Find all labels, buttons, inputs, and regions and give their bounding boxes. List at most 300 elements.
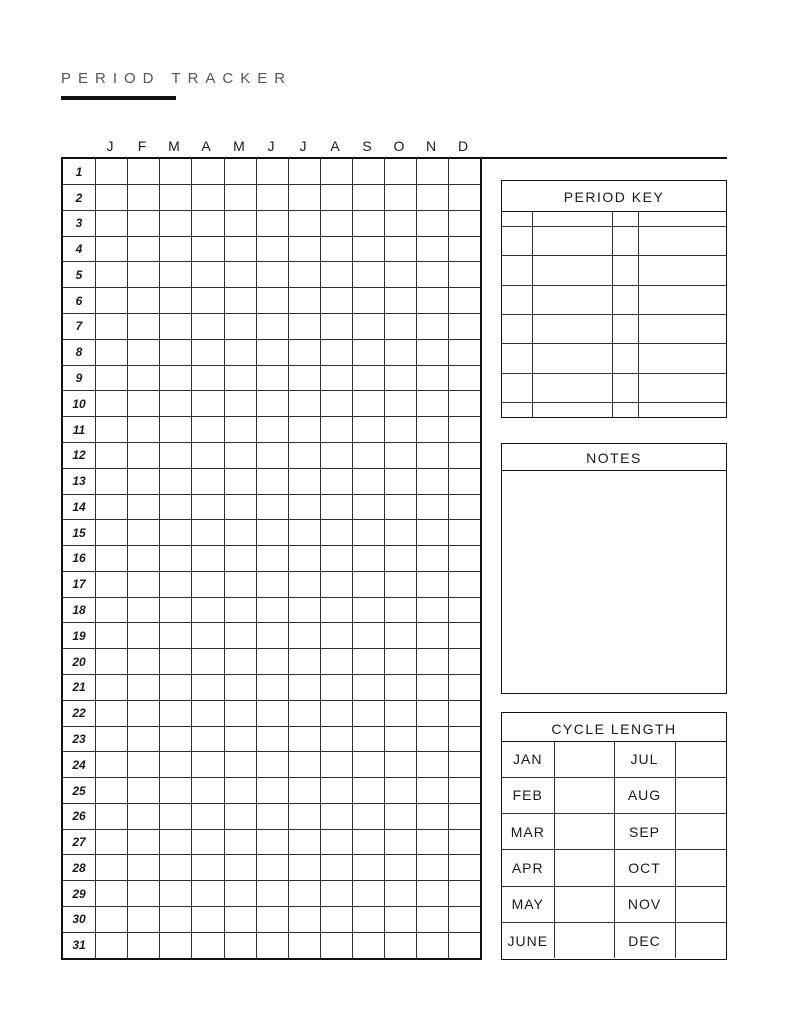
- tracker-cell[interactable]: [192, 185, 224, 211]
- tracker-cell[interactable]: [192, 571, 224, 597]
- key-label-cell[interactable]: [638, 373, 726, 402]
- tracker-cell[interactable]: [224, 314, 256, 340]
- tracker-cell[interactable]: [96, 726, 128, 752]
- tracker-cell[interactable]: [353, 623, 385, 649]
- tracker-cell[interactable]: [385, 752, 417, 778]
- tracker-cell[interactable]: [96, 339, 128, 365]
- tracker-cell[interactable]: [385, 597, 417, 623]
- tracker-cell[interactable]: [288, 262, 320, 288]
- tracker-cell[interactable]: [288, 881, 320, 907]
- tracker-cell[interactable]: [353, 907, 385, 933]
- tracker-cell[interactable]: [128, 855, 160, 881]
- tracker-cell[interactable]: [192, 881, 224, 907]
- tracker-cell[interactable]: [96, 932, 128, 959]
- tracker-cell[interactable]: [192, 932, 224, 959]
- tracker-cell[interactable]: [417, 210, 449, 236]
- tracker-cell[interactable]: [96, 829, 128, 855]
- tracker-cell[interactable]: [192, 700, 224, 726]
- tracker-cell[interactable]: [192, 674, 224, 700]
- tracker-cell[interactable]: [320, 417, 352, 443]
- tracker-cell[interactable]: [353, 571, 385, 597]
- tracker-cell[interactable]: [160, 649, 192, 675]
- tracker-cell[interactable]: [128, 829, 160, 855]
- key-swatch-cell[interactable]: [612, 285, 638, 314]
- tracker-cell[interactable]: [385, 907, 417, 933]
- tracker-cell[interactable]: [128, 803, 160, 829]
- tracker-cell[interactable]: [96, 597, 128, 623]
- tracker-cell[interactable]: [128, 520, 160, 546]
- cycle-value-cell[interactable]: [554, 886, 614, 922]
- cycle-value-cell[interactable]: [675, 923, 726, 958]
- tracker-cell[interactable]: [160, 262, 192, 288]
- tracker-cell[interactable]: [160, 674, 192, 700]
- tracker-cell[interactable]: [385, 726, 417, 752]
- tracker-cell[interactable]: [256, 288, 288, 314]
- tracker-cell[interactable]: [353, 262, 385, 288]
- tracker-cell[interactable]: [256, 494, 288, 520]
- tracker-cell[interactable]: [96, 803, 128, 829]
- tracker-cell[interactable]: [128, 365, 160, 391]
- tracker-cell[interactable]: [160, 365, 192, 391]
- tracker-cell[interactable]: [385, 932, 417, 959]
- tracker-cell[interactable]: [288, 571, 320, 597]
- tracker-cell[interactable]: [385, 494, 417, 520]
- tracker-cell[interactable]: [449, 726, 481, 752]
- tracker-cell[interactable]: [385, 829, 417, 855]
- key-swatch-cell[interactable]: [502, 344, 532, 373]
- tracker-cell[interactable]: [417, 752, 449, 778]
- tracker-cell[interactable]: [320, 262, 352, 288]
- tracker-cell[interactable]: [192, 417, 224, 443]
- tracker-cell[interactable]: [224, 339, 256, 365]
- tracker-cell[interactable]: [192, 546, 224, 572]
- tracker-cell[interactable]: [288, 210, 320, 236]
- tracker-cell[interactable]: [385, 365, 417, 391]
- tracker-cell[interactable]: [256, 752, 288, 778]
- tracker-cell[interactable]: [353, 803, 385, 829]
- tracker-cell[interactable]: [417, 829, 449, 855]
- tracker-cell[interactable]: [224, 546, 256, 572]
- key-label-cell[interactable]: [532, 212, 612, 227]
- tracker-cell[interactable]: [224, 752, 256, 778]
- tracker-cell[interactable]: [128, 932, 160, 959]
- tracker-cell[interactable]: [96, 752, 128, 778]
- tracker-cell[interactable]: [192, 778, 224, 804]
- tracker-cell[interactable]: [160, 442, 192, 468]
- tracker-cell[interactable]: [256, 803, 288, 829]
- tracker-cell[interactable]: [224, 494, 256, 520]
- tracker-cell[interactable]: [288, 649, 320, 675]
- tracker-cell[interactable]: [192, 829, 224, 855]
- tracker-cell[interactable]: [353, 417, 385, 443]
- tracker-cell[interactable]: [417, 442, 449, 468]
- tracker-cell[interactable]: [128, 185, 160, 211]
- key-swatch-cell[interactable]: [612, 256, 638, 285]
- key-label-cell[interactable]: [532, 256, 612, 285]
- tracker-cell[interactable]: [256, 571, 288, 597]
- key-label-cell[interactable]: [638, 344, 726, 373]
- cycle-value-cell[interactable]: [554, 742, 614, 777]
- tracker-cell[interactable]: [385, 571, 417, 597]
- tracker-cell[interactable]: [256, 546, 288, 572]
- key-swatch-cell[interactable]: [612, 373, 638, 402]
- tracker-cell[interactable]: [353, 365, 385, 391]
- cycle-value-cell[interactable]: [554, 777, 614, 813]
- tracker-cell[interactable]: [160, 391, 192, 417]
- tracker-cell[interactable]: [385, 546, 417, 572]
- tracker-cell[interactable]: [288, 520, 320, 546]
- tracker-cell[interactable]: [160, 288, 192, 314]
- tracker-cell[interactable]: [224, 829, 256, 855]
- tracker-cell[interactable]: [96, 674, 128, 700]
- tracker-cell[interactable]: [256, 442, 288, 468]
- tracker-cell[interactable]: [320, 185, 352, 211]
- tracker-cell[interactable]: [96, 262, 128, 288]
- tracker-cell[interactable]: [160, 932, 192, 959]
- tracker-cell[interactable]: [160, 597, 192, 623]
- tracker-cell[interactable]: [385, 674, 417, 700]
- tracker-cell[interactable]: [353, 546, 385, 572]
- tracker-cell[interactable]: [160, 623, 192, 649]
- tracker-cell[interactable]: [96, 855, 128, 881]
- tracker-cell[interactable]: [160, 546, 192, 572]
- tracker-cell[interactable]: [160, 778, 192, 804]
- tracker-cell[interactable]: [449, 417, 481, 443]
- tracker-cell[interactable]: [96, 417, 128, 443]
- tracker-cell[interactable]: [353, 520, 385, 546]
- tracker-cell[interactable]: [320, 468, 352, 494]
- tracker-cell[interactable]: [320, 726, 352, 752]
- tracker-cell[interactable]: [320, 314, 352, 340]
- cycle-value-cell[interactable]: [554, 814, 614, 850]
- tracker-cell[interactable]: [385, 262, 417, 288]
- key-label-cell[interactable]: [638, 285, 726, 314]
- tracker-cell[interactable]: [224, 674, 256, 700]
- tracker-cell[interactable]: [449, 907, 481, 933]
- tracker-cell[interactable]: [160, 494, 192, 520]
- tracker-cell[interactable]: [449, 674, 481, 700]
- tracker-cell[interactable]: [353, 726, 385, 752]
- tracker-cell[interactable]: [385, 314, 417, 340]
- tracker-cell[interactable]: [288, 314, 320, 340]
- tracker-cell[interactable]: [320, 210, 352, 236]
- tracker-cell[interactable]: [160, 236, 192, 262]
- tracker-cell[interactable]: [417, 907, 449, 933]
- tracker-cell[interactable]: [449, 649, 481, 675]
- key-label-cell[interactable]: [638, 402, 726, 417]
- key-label-cell[interactable]: [638, 227, 726, 256]
- tracker-cell[interactable]: [256, 726, 288, 752]
- tracker-cell[interactable]: [288, 494, 320, 520]
- tracker-cell[interactable]: [417, 468, 449, 494]
- tracker-cell[interactable]: [224, 907, 256, 933]
- tracker-cell[interactable]: [96, 185, 128, 211]
- tracker-cell[interactable]: [256, 262, 288, 288]
- tracker-cell[interactable]: [353, 339, 385, 365]
- tracker-cell[interactable]: [417, 158, 449, 185]
- tracker-cell[interactable]: [417, 520, 449, 546]
- tracker-cell[interactable]: [449, 932, 481, 959]
- tracker-cell[interactable]: [192, 288, 224, 314]
- tracker-cell[interactable]: [96, 391, 128, 417]
- tracker-cell[interactable]: [256, 158, 288, 185]
- tracker-cell[interactable]: [417, 778, 449, 804]
- tracker-cell[interactable]: [385, 520, 417, 546]
- tracker-cell[interactable]: [385, 803, 417, 829]
- key-swatch-cell[interactable]: [612, 227, 638, 256]
- tracker-cell[interactable]: [385, 778, 417, 804]
- tracker-cell[interactable]: [320, 907, 352, 933]
- tracker-cell[interactable]: [256, 674, 288, 700]
- tracker-cell[interactable]: [385, 339, 417, 365]
- tracker-cell[interactable]: [417, 314, 449, 340]
- tracker-cell[interactable]: [288, 288, 320, 314]
- tracker-cell[interactable]: [256, 881, 288, 907]
- tracker-cell[interactable]: [320, 674, 352, 700]
- tracker-cell[interactable]: [224, 442, 256, 468]
- tracker-cell[interactable]: [449, 210, 481, 236]
- tracker-cell[interactable]: [192, 907, 224, 933]
- notes-area[interactable]: [502, 471, 726, 691]
- tracker-cell[interactable]: [449, 314, 481, 340]
- tracker-cell[interactable]: [160, 520, 192, 546]
- tracker-cell[interactable]: [288, 778, 320, 804]
- tracker-cell[interactable]: [96, 907, 128, 933]
- tracker-cell[interactable]: [353, 932, 385, 959]
- tracker-cell[interactable]: [449, 236, 481, 262]
- tracker-cell[interactable]: [449, 571, 481, 597]
- tracker-cell[interactable]: [417, 494, 449, 520]
- tracker-cell[interactable]: [449, 365, 481, 391]
- tracker-cell[interactable]: [417, 571, 449, 597]
- cycle-value-cell[interactable]: [675, 742, 726, 777]
- tracker-cell[interactable]: [288, 236, 320, 262]
- tracker-cell[interactable]: [449, 778, 481, 804]
- tracker-cell[interactable]: [385, 468, 417, 494]
- tracker-cell[interactable]: [256, 649, 288, 675]
- tracker-cell[interactable]: [320, 803, 352, 829]
- tracker-cell[interactable]: [224, 417, 256, 443]
- tracker-cell[interactable]: [417, 674, 449, 700]
- tracker-cell[interactable]: [192, 339, 224, 365]
- tracker-cell[interactable]: [96, 442, 128, 468]
- tracker-cell[interactable]: [128, 236, 160, 262]
- tracker-cell[interactable]: [160, 803, 192, 829]
- tracker-cell[interactable]: [320, 597, 352, 623]
- tracker-cell[interactable]: [128, 881, 160, 907]
- tracker-cell[interactable]: [192, 803, 224, 829]
- tracker-cell[interactable]: [224, 597, 256, 623]
- tracker-cell[interactable]: [96, 236, 128, 262]
- tracker-cell[interactable]: [128, 262, 160, 288]
- tracker-cell[interactable]: [160, 158, 192, 185]
- tracker-cell[interactable]: [224, 803, 256, 829]
- tracker-cell[interactable]: [288, 855, 320, 881]
- tracker-cell[interactable]: [256, 855, 288, 881]
- tracker-cell[interactable]: [353, 674, 385, 700]
- tracker-cell[interactable]: [256, 778, 288, 804]
- tracker-cell[interactable]: [288, 752, 320, 778]
- tracker-cell[interactable]: [224, 365, 256, 391]
- tracker-cell[interactable]: [417, 365, 449, 391]
- tracker-cell[interactable]: [417, 623, 449, 649]
- tracker-cell[interactable]: [353, 314, 385, 340]
- tracker-cell[interactable]: [160, 855, 192, 881]
- key-swatch-cell[interactable]: [612, 314, 638, 343]
- tracker-cell[interactable]: [417, 417, 449, 443]
- tracker-cell[interactable]: [224, 262, 256, 288]
- tracker-cell[interactable]: [256, 520, 288, 546]
- tracker-cell[interactable]: [96, 571, 128, 597]
- tracker-cell[interactable]: [256, 932, 288, 959]
- tracker-cell[interactable]: [192, 623, 224, 649]
- tracker-cell[interactable]: [449, 158, 481, 185]
- tracker-cell[interactable]: [160, 314, 192, 340]
- tracker-cell[interactable]: [320, 339, 352, 365]
- tracker-cell[interactable]: [192, 520, 224, 546]
- tracker-cell[interactable]: [385, 417, 417, 443]
- tracker-cell[interactable]: [128, 597, 160, 623]
- tracker-cell[interactable]: [192, 855, 224, 881]
- tracker-cell[interactable]: [160, 210, 192, 236]
- tracker-cell[interactable]: [449, 855, 481, 881]
- key-swatch-cell[interactable]: [502, 285, 532, 314]
- tracker-cell[interactable]: [96, 649, 128, 675]
- tracker-cell[interactable]: [449, 597, 481, 623]
- key-swatch-cell[interactable]: [502, 373, 532, 402]
- tracker-cell[interactable]: [96, 314, 128, 340]
- tracker-cell[interactable]: [449, 623, 481, 649]
- tracker-cell[interactable]: [385, 288, 417, 314]
- tracker-cell[interactable]: [288, 185, 320, 211]
- tracker-cell[interactable]: [449, 339, 481, 365]
- key-label-cell[interactable]: [532, 285, 612, 314]
- tracker-cell[interactable]: [128, 158, 160, 185]
- cycle-value-cell[interactable]: [675, 886, 726, 922]
- tracker-cell[interactable]: [192, 752, 224, 778]
- tracker-cell[interactable]: [320, 494, 352, 520]
- tracker-cell[interactable]: [160, 829, 192, 855]
- tracker-cell[interactable]: [192, 314, 224, 340]
- tracker-cell[interactable]: [353, 288, 385, 314]
- tracker-cell[interactable]: [288, 391, 320, 417]
- tracker-cell[interactable]: [385, 391, 417, 417]
- tracker-cell[interactable]: [128, 907, 160, 933]
- tracker-cell[interactable]: [224, 726, 256, 752]
- tracker-cell[interactable]: [224, 468, 256, 494]
- tracker-cell[interactable]: [417, 855, 449, 881]
- tracker-cell[interactable]: [192, 262, 224, 288]
- tracker-cell[interactable]: [288, 803, 320, 829]
- tracker-cell[interactable]: [417, 262, 449, 288]
- tracker-cell[interactable]: [96, 494, 128, 520]
- tracker-cell[interactable]: [449, 391, 481, 417]
- tracker-cell[interactable]: [353, 752, 385, 778]
- tracker-cell[interactable]: [353, 158, 385, 185]
- tracker-cell[interactable]: [256, 236, 288, 262]
- key-swatch-cell[interactable]: [502, 256, 532, 285]
- tracker-cell[interactable]: [320, 288, 352, 314]
- tracker-cell[interactable]: [353, 597, 385, 623]
- tracker-cell[interactable]: [192, 494, 224, 520]
- key-label-cell[interactable]: [638, 314, 726, 343]
- tracker-cell[interactable]: [353, 210, 385, 236]
- tracker-cell[interactable]: [96, 288, 128, 314]
- tracker-cell[interactable]: [256, 829, 288, 855]
- tracker-cell[interactable]: [288, 829, 320, 855]
- tracker-cell[interactable]: [320, 520, 352, 546]
- tracker-cell[interactable]: [224, 932, 256, 959]
- cycle-value-cell[interactable]: [675, 850, 726, 886]
- tracker-cell[interactable]: [417, 339, 449, 365]
- tracker-cell[interactable]: [320, 829, 352, 855]
- tracker-cell[interactable]: [288, 907, 320, 933]
- tracker-cell[interactable]: [96, 520, 128, 546]
- tracker-cell[interactable]: [256, 210, 288, 236]
- key-swatch-cell[interactable]: [502, 227, 532, 256]
- tracker-cell[interactable]: [353, 778, 385, 804]
- tracker-cell[interactable]: [224, 236, 256, 262]
- tracker-cell[interactable]: [320, 571, 352, 597]
- key-label-cell[interactable]: [532, 402, 612, 417]
- tracker-cell[interactable]: [128, 752, 160, 778]
- tracker-cell[interactable]: [320, 236, 352, 262]
- tracker-cell[interactable]: [353, 185, 385, 211]
- tracker-cell[interactable]: [320, 855, 352, 881]
- tracker-cell[interactable]: [417, 803, 449, 829]
- tracker-cell[interactable]: [128, 468, 160, 494]
- tracker-cell[interactable]: [417, 726, 449, 752]
- tracker-cell[interactable]: [353, 236, 385, 262]
- tracker-cell[interactable]: [385, 623, 417, 649]
- tracker-cell[interactable]: [288, 597, 320, 623]
- tracker-cell[interactable]: [449, 468, 481, 494]
- tracker-cell[interactable]: [128, 700, 160, 726]
- tracker-cell[interactable]: [160, 339, 192, 365]
- tracker-cell[interactable]: [288, 339, 320, 365]
- key-label-cell[interactable]: [532, 373, 612, 402]
- tracker-cell[interactable]: [288, 700, 320, 726]
- tracker-cell[interactable]: [128, 314, 160, 340]
- tracker-cell[interactable]: [353, 855, 385, 881]
- tracker-cell[interactable]: [320, 158, 352, 185]
- tracker-cell[interactable]: [160, 907, 192, 933]
- tracker-cell[interactable]: [96, 158, 128, 185]
- tracker-cell[interactable]: [385, 442, 417, 468]
- cycle-value-cell[interactable]: [675, 777, 726, 813]
- tracker-cell[interactable]: [353, 700, 385, 726]
- tracker-cell[interactable]: [128, 210, 160, 236]
- tracker-cell[interactable]: [128, 726, 160, 752]
- tracker-cell[interactable]: [160, 726, 192, 752]
- tracker-cell[interactable]: [192, 158, 224, 185]
- tracker-cell[interactable]: [96, 778, 128, 804]
- tracker-cell[interactable]: [385, 236, 417, 262]
- tracker-cell[interactable]: [192, 365, 224, 391]
- tracker-cell[interactable]: [449, 881, 481, 907]
- tracker-cell[interactable]: [256, 314, 288, 340]
- key-swatch-cell[interactable]: [612, 402, 638, 417]
- tracker-cell[interactable]: [385, 185, 417, 211]
- tracker-cell[interactable]: [96, 623, 128, 649]
- tracker-cell[interactable]: [224, 391, 256, 417]
- tracker-cell[interactable]: [160, 700, 192, 726]
- tracker-cell[interactable]: [320, 932, 352, 959]
- tracker-cell[interactable]: [256, 339, 288, 365]
- tracker-cell[interactable]: [320, 752, 352, 778]
- tracker-cell[interactable]: [224, 210, 256, 236]
- tracker-cell[interactable]: [256, 391, 288, 417]
